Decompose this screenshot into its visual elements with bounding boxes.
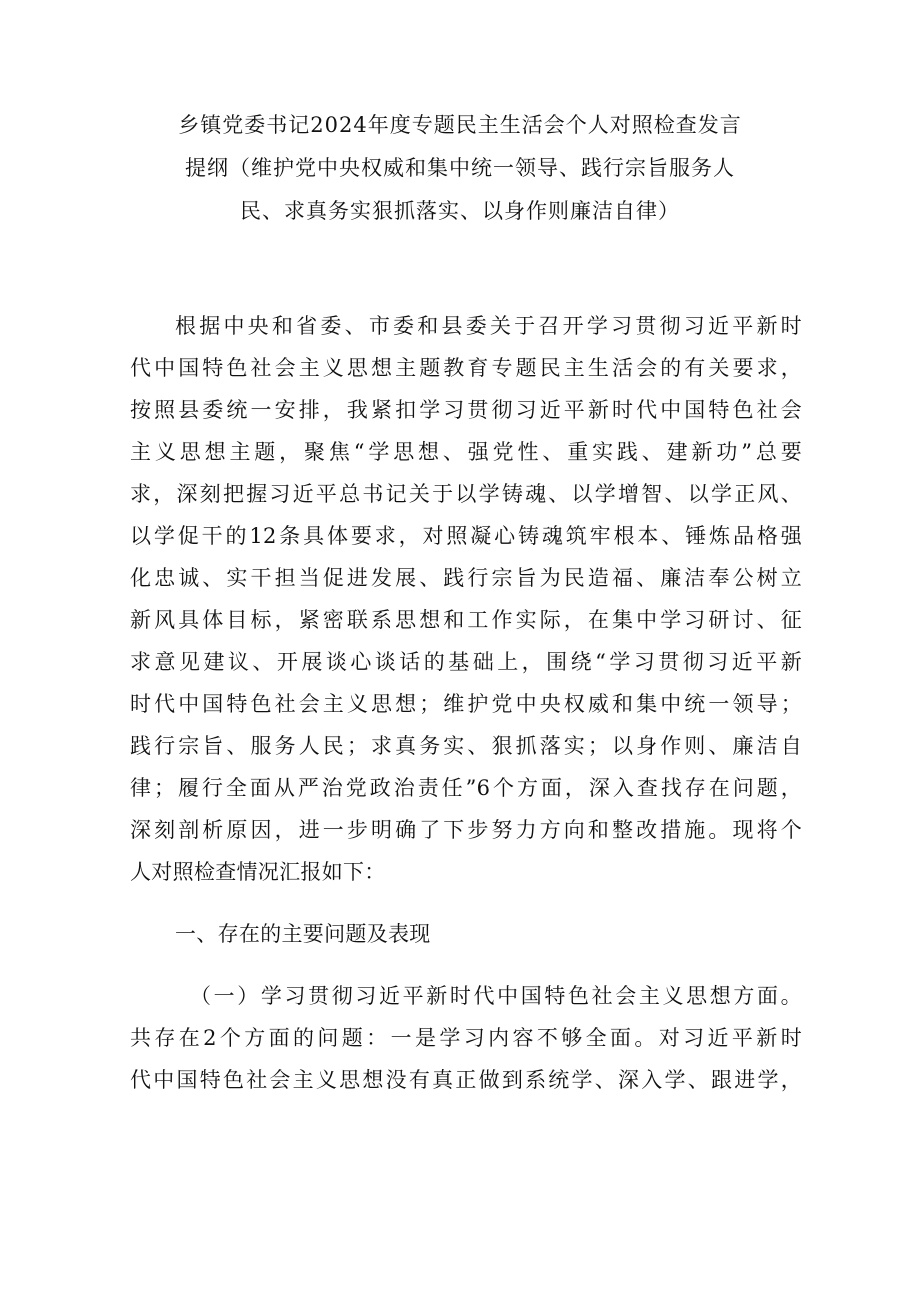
title-line-1: 乡镇党委书记2024年度专题民主生活会个人对照检查发言: [178, 113, 742, 137]
intro-line-4: 主义思想主题，聚焦“学思想、强党性、重实践、建新功”总要: [130, 440, 802, 464]
subsection-line-2: 共存在2个方面的问题：一是学习内容不够全面。对习近平新时: [130, 1026, 802, 1050]
intro-line-13: 深刻剖析原因，进一步明确了下步努力方向和整改措施。现将个: [130, 818, 802, 842]
paragraph-gap: [130, 893, 802, 913]
intro-line-9: 求意见建议、开展谈心谈话的基础上，围绕“学习贯彻习近平新: [130, 650, 802, 674]
subsection-line-3: 代中国特色社会主义思想没有真正做到系统学、深入学、跟进学，: [130, 1068, 802, 1092]
intro-line-10: 时代中国特色社会主义思想；维护党中央权威和集中统一领导；: [130, 692, 802, 716]
title-line-3: 民、求真务实狠抓落实、以身作则廉洁自律）: [240, 199, 680, 223]
intro-line-12: 律；履行全面从严治党政治责任”6个方面，深入查找存在问题，: [130, 776, 802, 800]
intro-line-3: 按照县委统一安排，我紧扣学习贯彻习近平新时代中国特色社会: [130, 398, 802, 422]
intro-line-14: 人对照检查情况汇报如下：: [130, 860, 386, 884]
intro-line-2: 代中国特色社会主义思想主题教育专题民主生活会的有关要求，: [130, 356, 802, 380]
paragraph-gap: [130, 955, 802, 975]
document-title: [0, 104, 920, 233]
intro-line-6: 以学促干的12条具体要求，对照凝心铸魂筑牢根本、锤炼品格强: [130, 524, 802, 548]
intro-line-7: 化忠诚、实干担当促进发展、践行宗旨为民造福、廉洁奉公树立: [130, 566, 802, 590]
document-body: [130, 305, 802, 1101]
intro-line-1: 根据中央和省委、市委和县委关于召开学习贯彻习近平新时: [175, 314, 802, 338]
intro-line-5: 求，深刻把握习近平总书记关于以学铸魂、以学增智、以学正风、: [130, 482, 802, 506]
section-heading: 一、存在的主要问题及表现: [175, 922, 431, 946]
subsection-line-1: （一）学习贯彻习近平新时代中国特色社会主义思想方面。: [190, 984, 802, 1008]
intro-line-8: 新风具体目标，紧密联系思想和工作实际，在集中学习研讨、征: [130, 608, 802, 632]
title-line-2: 提纲（维护党中央权威和集中统一领导、践行宗旨服务人: [185, 156, 735, 180]
intro-line-11: 践行宗旨、服务人民；求真务实、狠抓落实；以身作则、廉洁自: [130, 734, 802, 758]
